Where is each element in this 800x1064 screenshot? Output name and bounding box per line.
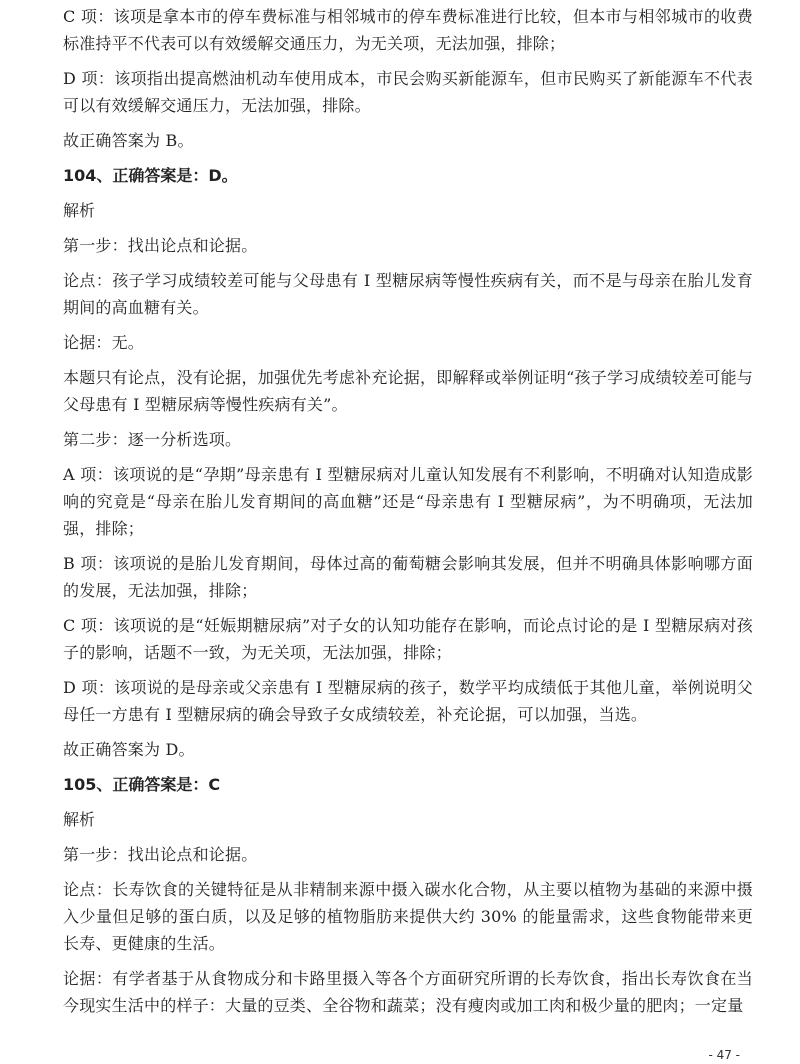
argument-105: 论点：长寿饮食的关键特征是从非精制来源中摄入碳水化合物，从主要以植物为基础的来源中摄入少量但足够的蛋白质，以及足够的植物脂肪来提供大约 30% 的能量需求，这些食物能带来更长寿、更健康的生活。 xyxy=(63,880,753,953)
option-b-104: B 项：该项说的是胎儿发育期间，母体过高的葡萄糖会影响其发展，但并不明确具体影响哪方面的发展，无法加强，排除； xyxy=(63,554,753,600)
analysis-label-105: 解析 xyxy=(63,810,96,829)
evidence-105: 论据：有学者基于从食物成分和卡路里摄入等各个方面研究所谓的长寿饮食，指出长寿饮食在当今现实生活中的样子：大量的豆类、全谷物和蔬菜；没有瘦肉或加工肉和极少量的肥肉；一定量 xyxy=(63,969,753,1015)
step-two-104: 第二步：逐一分析选项。 xyxy=(63,430,242,449)
option-d-104: D 项：该项说的是母亲或父亲患有 I 型糖尿病的孩子，数学平均成绩低于其他儿童，举例说明父母任一方患有 I 型糖尿病的确会导致子女成绩较差，补充论据，可以加强，当选。 xyxy=(63,678,753,724)
document-page xyxy=(63,3,753,1027)
question-105-heading: 105、正确答案是：C xyxy=(63,775,221,794)
analysis-label-104: 解析 xyxy=(63,201,96,220)
question-104-heading: 104、正确答案是：D。 xyxy=(63,166,238,185)
answer-conclusion-103: 故正确答案为 B。 xyxy=(63,131,194,150)
step-one-104: 第一步：找出论点和论据。 xyxy=(63,236,258,255)
answer-conclusion-104: 故正确答案为 D。 xyxy=(63,740,195,759)
option-d-analysis-prev: D 项：该项指出提高燃油机动车使用成本，市民会购买新能源车，但市民购买了新能源车不代表可以有效缓解交通压力，无法加强，排除。 xyxy=(63,69,753,115)
step-one-105: 第一步：找出论点和论据。 xyxy=(63,845,258,864)
option-a-104: A 项：该项说的是“孕期”母亲患有 I 型糖尿病对儿童认知发展有不利影响，不明确对认知造成影响的究竟是“母亲在胎儿发育期间的高血糖”还是“母亲患有 I 型糖尿病”，为不明确项，无法加强，排除； xyxy=(63,465,753,538)
option-c-104: C 项：该项说的是“妊娠期糖尿病”对子女的认知功能存在影响，而论点讨论的是 I 型糖尿病对孩子的影响，话题不一致，为无关项，无法加强，排除； xyxy=(63,616,753,662)
argument-104: 论点：孩子学习成绩较差可能与父母患有 I 型糖尿病等慢性疾病有关，而不是与母亲在胎儿发育期间的高血糖有关。 xyxy=(63,271,753,317)
strategy-104: 本题只有论点，没有论据，加强优先考虑补充论据，即解释或举例证明“孩子学习成绩较差可能与父母患有 I 型糖尿病等慢性疾病有关”。 xyxy=(63,368,753,414)
page-number: - 47 - xyxy=(708,1048,740,1062)
evidence-104: 论据：无。 xyxy=(63,333,145,352)
option-c-analysis-prev: C 项：该项是拿本市的停车费标准与相邻城市的停车费标准进行比较，但本市与相邻城市的收费标准持平不代表可以有效缓解交通压力，为无关项，无法加强，排除； xyxy=(63,7,753,53)
